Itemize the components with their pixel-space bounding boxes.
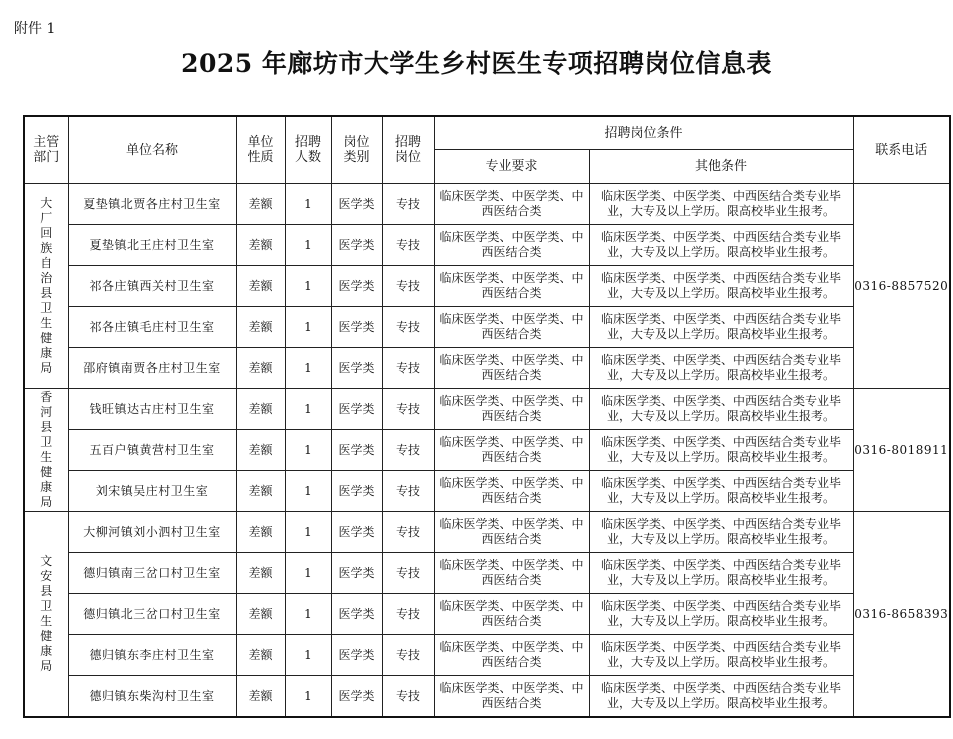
other-conditions-cell: 临床医学类、中医学类、中西医结合类专业毕业，大专及以上学历。限高校毕业生报考。 bbox=[589, 430, 853, 471]
other-conditions-cell: 临床医学类、中医学类、中西医结合类专业毕业，大专及以上学历。限高校毕业生报考。 bbox=[589, 635, 853, 676]
header-conditions: 招聘岗位条件 bbox=[434, 116, 853, 150]
phone-cell: 0316-8658393 bbox=[853, 512, 950, 718]
count-cell: 1 bbox=[285, 430, 331, 471]
unit-name-cell: 夏垫镇北贾各庄村卫生室 bbox=[68, 184, 236, 225]
major-cell: 临床医学类、中医学类、中西医结合类 bbox=[434, 471, 589, 512]
post-cell: 专技 bbox=[382, 307, 434, 348]
category-cell: 医学类 bbox=[331, 512, 382, 553]
dept-name: 大厂回族自治县卫生健康局 bbox=[40, 196, 53, 375]
count-cell: 1 bbox=[285, 512, 331, 553]
header-nature: 单位性质 bbox=[236, 116, 285, 184]
count-cell: 1 bbox=[285, 553, 331, 594]
nature-cell: 差额 bbox=[236, 553, 285, 594]
nature-cell: 差额 bbox=[236, 430, 285, 471]
table-row bbox=[24, 266, 950, 307]
major-cell: 临床医学类、中医学类、中西医结合类 bbox=[434, 225, 589, 266]
nature-cell: 差额 bbox=[236, 307, 285, 348]
nature-cell: 差额 bbox=[236, 471, 285, 512]
nature-cell: 差额 bbox=[236, 676, 285, 718]
other-conditions-cell: 临床医学类、中医学类、中西医结合类专业毕业，大专及以上学历。限高校毕业生报考。 bbox=[589, 184, 853, 225]
other-conditions-cell: 临床医学类、中医学类、中西医结合类专业毕业，大专及以上学历。限高校毕业生报考。 bbox=[589, 266, 853, 307]
table-row bbox=[24, 594, 950, 635]
unit-name-cell: 德归镇南三岔口村卫生室 bbox=[68, 553, 236, 594]
count-cell: 1 bbox=[285, 676, 331, 718]
nature-cell: 差额 bbox=[236, 184, 285, 225]
count-cell: 1 bbox=[285, 348, 331, 389]
category-cell: 医学类 bbox=[331, 266, 382, 307]
unit-name-cell: 钱旺镇达古庄村卫生室 bbox=[68, 389, 236, 430]
header-count: 招聘人数 bbox=[285, 116, 331, 184]
nature-cell: 差额 bbox=[236, 348, 285, 389]
category-cell: 医学类 bbox=[331, 348, 382, 389]
table-body bbox=[24, 184, 950, 718]
other-conditions-cell: 临床医学类、中医学类、中西医结合类专业毕业，大专及以上学历。限高校毕业生报考。 bbox=[589, 307, 853, 348]
category-cell: 医学类 bbox=[331, 553, 382, 594]
post-cell: 专技 bbox=[382, 512, 434, 553]
post-cell: 专技 bbox=[382, 635, 434, 676]
post-cell: 专技 bbox=[382, 225, 434, 266]
table-row bbox=[24, 348, 950, 389]
table-row bbox=[24, 676, 950, 718]
unit-name-cell: 德归镇东柴沟村卫生室 bbox=[68, 676, 236, 718]
major-cell: 临床医学类、中医学类、中西医结合类 bbox=[434, 553, 589, 594]
table-row bbox=[24, 184, 950, 225]
post-cell: 专技 bbox=[382, 389, 434, 430]
category-cell: 医学类 bbox=[331, 389, 382, 430]
other-conditions-cell: 临床医学类、中医学类、中西医结合类专业毕业，大专及以上学历。限高校毕业生报考。 bbox=[589, 512, 853, 553]
nature-cell: 差额 bbox=[236, 266, 285, 307]
header-other: 其他条件 bbox=[589, 150, 853, 184]
header-post: 招聘岗位 bbox=[382, 116, 434, 184]
nature-cell: 差额 bbox=[236, 225, 285, 266]
dept-name: 文安县卫生健康局 bbox=[40, 554, 53, 673]
count-cell: 1 bbox=[285, 307, 331, 348]
post-cell: 专技 bbox=[382, 676, 434, 718]
recruitment-table bbox=[23, 115, 951, 718]
table-row bbox=[24, 389, 950, 430]
post-cell: 专技 bbox=[382, 430, 434, 471]
table-row bbox=[24, 512, 950, 553]
dept-cell bbox=[24, 184, 68, 389]
post-cell: 专技 bbox=[382, 184, 434, 225]
header-dept: 主管部门 bbox=[24, 116, 68, 184]
major-cell: 临床医学类、中医学类、中西医结合类 bbox=[434, 348, 589, 389]
nature-cell: 差额 bbox=[236, 389, 285, 430]
other-conditions-cell: 临床医学类、中医学类、中西医结合类专业毕业，大专及以上学历。限高校毕业生报考。 bbox=[589, 348, 853, 389]
category-cell: 医学类 bbox=[331, 471, 382, 512]
other-conditions-cell: 临床医学类、中医学类、中西医结合类专业毕业，大专及以上学历。限高校毕业生报考。 bbox=[589, 471, 853, 512]
major-cell: 临床医学类、中医学类、中西医结合类 bbox=[434, 430, 589, 471]
unit-name-cell: 德归镇北三岔口村卫生室 bbox=[68, 594, 236, 635]
nature-cell: 差额 bbox=[236, 594, 285, 635]
header-unit: 单位名称 bbox=[68, 116, 236, 184]
category-cell: 医学类 bbox=[331, 430, 382, 471]
unit-name-cell: 邵府镇南贾各庄村卫生室 bbox=[68, 348, 236, 389]
category-cell: 医学类 bbox=[331, 307, 382, 348]
post-cell: 专技 bbox=[382, 348, 434, 389]
post-cell: 专技 bbox=[382, 471, 434, 512]
table-row bbox=[24, 471, 950, 512]
category-cell: 医学类 bbox=[331, 225, 382, 266]
count-cell: 1 bbox=[285, 266, 331, 307]
unit-name-cell: 夏垫镇北王庄村卫生室 bbox=[68, 225, 236, 266]
table-row bbox=[24, 430, 950, 471]
category-cell: 医学类 bbox=[331, 594, 382, 635]
other-conditions-cell: 临床医学类、中医学类、中西医结合类专业毕业，大专及以上学历。限高校毕业生报考。 bbox=[589, 594, 853, 635]
category-cell: 医学类 bbox=[331, 676, 382, 718]
count-cell: 1 bbox=[285, 389, 331, 430]
phone-cell: 0316-8857520 bbox=[853, 184, 950, 389]
major-cell: 临床医学类、中医学类、中西医结合类 bbox=[434, 594, 589, 635]
nature-cell: 差额 bbox=[236, 512, 285, 553]
category-cell: 医学类 bbox=[331, 635, 382, 676]
unit-name-cell: 德归镇东李庄村卫生室 bbox=[68, 635, 236, 676]
major-cell: 临床医学类、中医学类、中西医结合类 bbox=[434, 512, 589, 553]
other-conditions-cell: 临床医学类、中医学类、中西医结合类专业毕业，大专及以上学历。限高校毕业生报考。 bbox=[589, 676, 853, 718]
count-cell: 1 bbox=[285, 635, 331, 676]
unit-name-cell: 祁各庄镇毛庄村卫生室 bbox=[68, 307, 236, 348]
count-cell: 1 bbox=[285, 594, 331, 635]
table-row bbox=[24, 635, 950, 676]
table-row bbox=[24, 225, 950, 266]
dept-cell bbox=[24, 389, 68, 512]
dept-name: 香河县卫生健康局 bbox=[40, 390, 53, 509]
major-cell: 临床医学类、中医学类、中西医结合类 bbox=[434, 635, 589, 676]
header-major: 专业要求 bbox=[434, 150, 589, 184]
post-cell: 专技 bbox=[382, 553, 434, 594]
nature-cell: 差额 bbox=[236, 635, 285, 676]
major-cell: 临床医学类、中医学类、中西医结合类 bbox=[434, 676, 589, 718]
category-cell: 医学类 bbox=[331, 184, 382, 225]
other-conditions-cell: 临床医学类、中医学类、中西医结合类专业毕业，大专及以上学历。限高校毕业生报考。 bbox=[589, 225, 853, 266]
table-row bbox=[24, 307, 950, 348]
other-conditions-cell: 临床医学类、中医学类、中西医结合类专业毕业，大专及以上学历。限高校毕业生报考。 bbox=[589, 389, 853, 430]
major-cell: 临床医学类、中医学类、中西医结合类 bbox=[434, 389, 589, 430]
phone-cell: 0316-8018911 bbox=[853, 389, 950, 512]
table-row bbox=[24, 553, 950, 594]
other-conditions-cell: 临床医学类、中医学类、中西医结合类专业毕业，大专及以上学历。限高校毕业生报考。 bbox=[589, 553, 853, 594]
attachment-label: 附件 1 bbox=[14, 21, 56, 37]
post-cell: 专技 bbox=[382, 594, 434, 635]
unit-name-cell: 祁各庄镇西关村卫生室 bbox=[68, 266, 236, 307]
header-phone: 联系电话 bbox=[853, 116, 950, 184]
count-cell: 1 bbox=[285, 184, 331, 225]
post-cell: 专技 bbox=[382, 266, 434, 307]
major-cell: 临床医学类、中医学类、中西医结合类 bbox=[434, 266, 589, 307]
unit-name-cell: 五百户镇黄营村卫生室 bbox=[68, 430, 236, 471]
count-cell: 1 bbox=[285, 471, 331, 512]
count-cell: 1 bbox=[285, 225, 331, 266]
dept-cell bbox=[24, 512, 68, 718]
page-title: 2025 年廊坊市大学生乡村医生专项招聘岗位信息表 bbox=[181, 49, 772, 78]
major-cell: 临床医学类、中医学类、中西医结合类 bbox=[434, 184, 589, 225]
unit-name-cell: 刘宋镇吴庄村卫生室 bbox=[68, 471, 236, 512]
major-cell: 临床医学类、中医学类、中西医结合类 bbox=[434, 307, 589, 348]
header-category: 岗位类别 bbox=[331, 116, 382, 184]
unit-name-cell: 大柳河镇刘小泗村卫生室 bbox=[68, 512, 236, 553]
